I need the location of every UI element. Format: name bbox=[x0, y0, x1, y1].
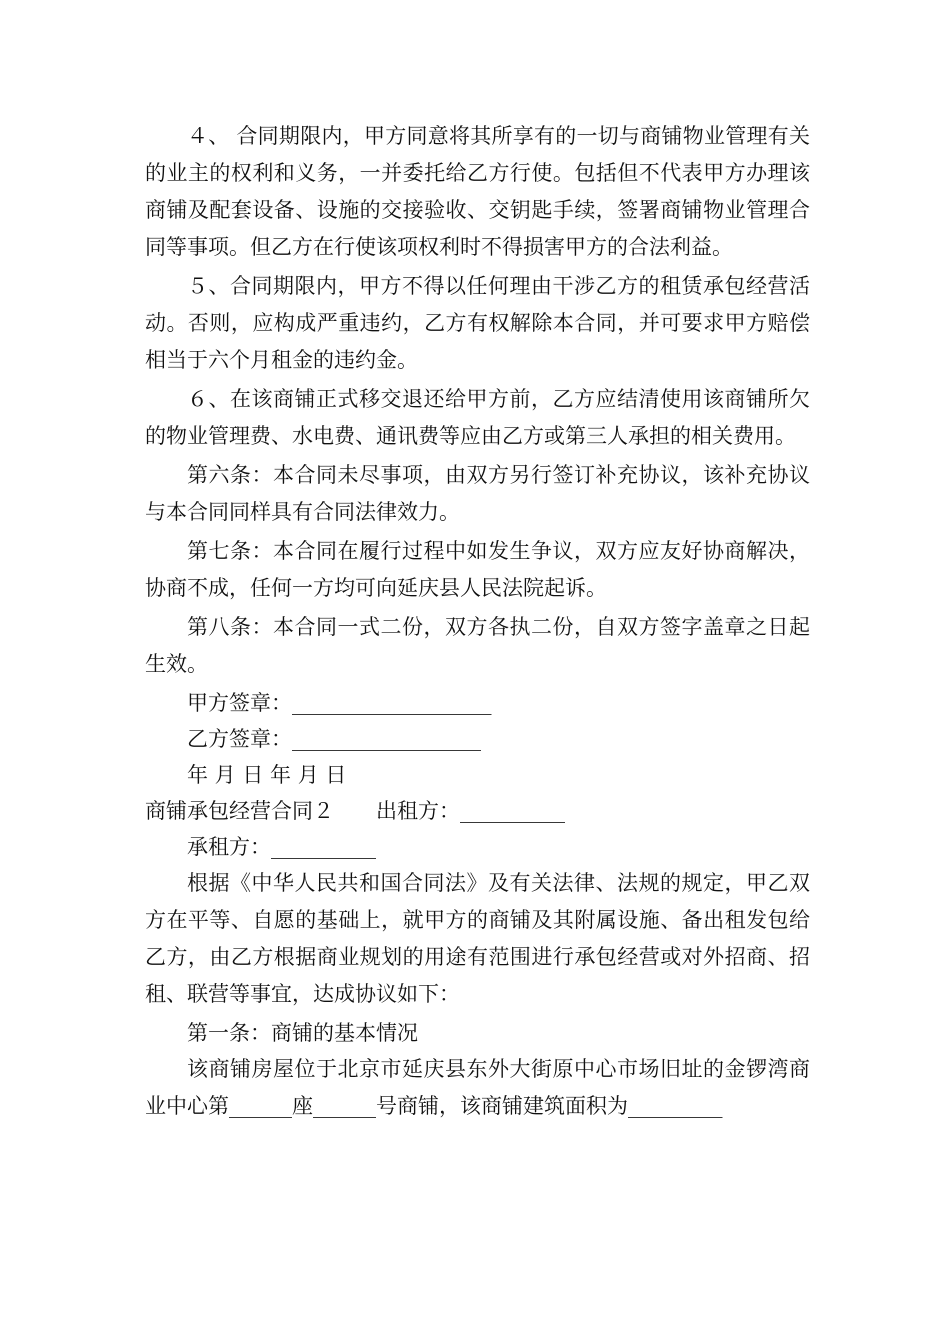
lessee-field: 承租方：__________ bbox=[187, 835, 376, 859]
lessor-field: 出租方：__________ bbox=[376, 799, 565, 823]
party-b-signature: 乙方签章：__________________ bbox=[187, 727, 481, 751]
clause-4: ４、 合同期限内，甲方同意将其所享有的一切与商铺物业管理有关的业主的权利和义务，一并委托给乙方行使。包括但不代表甲方办理该商铺及配套设备、设施的交接验收、交钥匙手续，签署商铺物业管理合同等事项。但乙方在行使该项权利时不得损害甲方的合法利益。 bbox=[145, 124, 810, 259]
article-6: 第六条：本合同未尽事项，由双方另行签订补充协议，该补充协议与本合同同样具有合同法律效力。 bbox=[145, 463, 810, 524]
article-1-text: 该商铺房屋位于北京市延庆县东外大街原中心市场旧址的金锣湾商业中心第______座______号商铺，该商铺建筑面积为_________ bbox=[145, 1057, 810, 1118]
clause-6: ６、在该商铺正式移交退还给甲方前，乙方应结清使用该商铺所欠的物业管理费、水电费、通讯费等应由乙方或第三人承担的相关费用。 bbox=[145, 387, 810, 448]
party-a-signature: 甲方签章：___________________ bbox=[187, 691, 492, 715]
document-page bbox=[145, 118, 810, 1125]
signature-date-line: 年 月 日 年 月 日 bbox=[187, 763, 347, 787]
contract2-header-line bbox=[145, 793, 810, 829]
article-8: 第八条：本合同一式二份，双方各执二份，自双方签字盖章之日起生效。 bbox=[145, 615, 810, 676]
article-7: 第七条：本合同在履行过程中如发生争议，双方应友好协商解决，协商不成，任何一方均可向延庆县人民法院起诉。 bbox=[145, 539, 810, 600]
contract2-title: 商铺承包经营合同２ bbox=[145, 799, 334, 823]
article-1-title: 第一条：商铺的基本情况 bbox=[187, 1021, 418, 1045]
contract2-preamble: 根据《中华人民共和国合同法》及有关法律、法规的规定，甲乙双方在平等、自愿的基础上，就甲方的商铺及其附属设施、备出租发包给乙方，由乙方根据商业规划的用途有范围进行承包经营或对外招商、招租、联营等事宜，达成协议如下： bbox=[145, 871, 810, 1006]
clause-5: ５、合同期限内，甲方不得以任何理由干涉乙方的租赁承包经营活动。否则，应构成严重违约，乙方有权解除本合同，并可要求甲方赔偿相当于六个月租金的违约金。 bbox=[145, 274, 810, 372]
